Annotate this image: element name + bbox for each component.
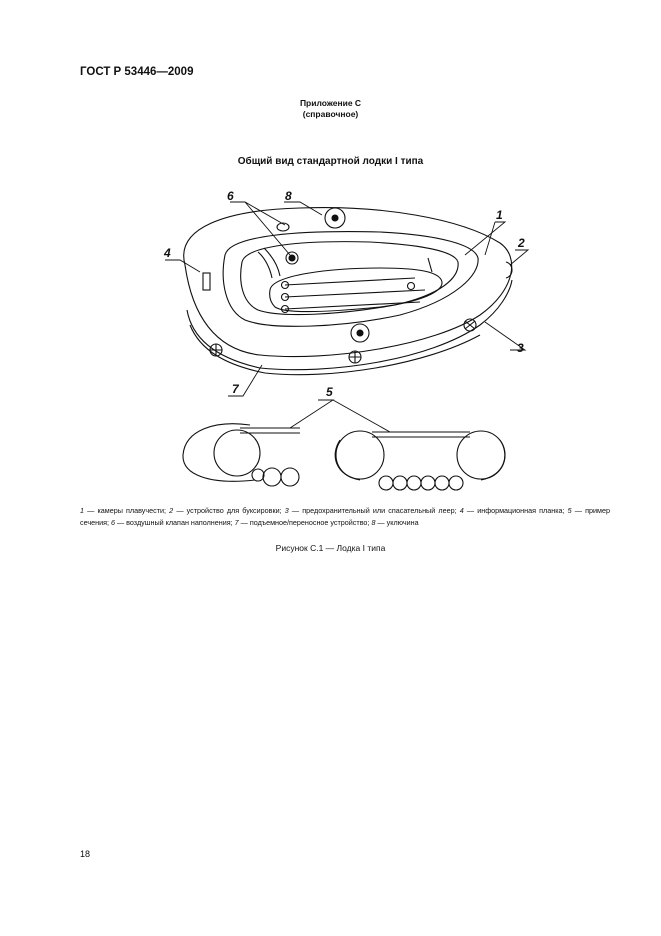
figure-heading: Общий вид стандартной лодки I типа (237, 156, 424, 167)
callout-4: 4 (164, 246, 171, 260)
appendix-note: (справочное) (302, 109, 359, 119)
cross-sections (183, 424, 505, 490)
page-number: 18 (80, 849, 91, 859)
callout-2: 2 (518, 236, 525, 250)
legend-item: 4 — информационная планка; (459, 506, 568, 515)
legend-item: 1 — камеры плавучести; (80, 506, 170, 515)
callout-6: 6 (227, 189, 234, 203)
boat-drawing (0, 180, 661, 500)
figure-caption: Рисунок С.1 — Лодка I типа (275, 543, 386, 553)
appendix-heading (0, 98, 661, 120)
leader-lines (165, 202, 528, 432)
callout-7: 7 (232, 382, 239, 396)
callout-3: 3 (517, 341, 524, 355)
callout-1: 1 (496, 208, 503, 222)
document-code: ГОСТ Р 53446—2009 (80, 66, 194, 78)
legend-item: 5 — пример сечения; (80, 506, 610, 527)
legend-item: 2 — устройство для буксировки; (169, 506, 285, 515)
legend-item: 8 — уключина (371, 518, 419, 527)
callout-5: 5 (326, 385, 333, 399)
legend-item: 7 — подъемное/переносное устройство; (234, 518, 372, 527)
appendix-title: Приложение С (299, 98, 362, 108)
callout-8: 8 (285, 189, 292, 203)
boat-hull (184, 208, 512, 375)
figure-legend (80, 505, 610, 529)
legend-item: 6 — воздушный клапан наполнения; (110, 518, 235, 527)
legend-item: 3 — предохранительный или спасательный леер; (284, 506, 460, 515)
